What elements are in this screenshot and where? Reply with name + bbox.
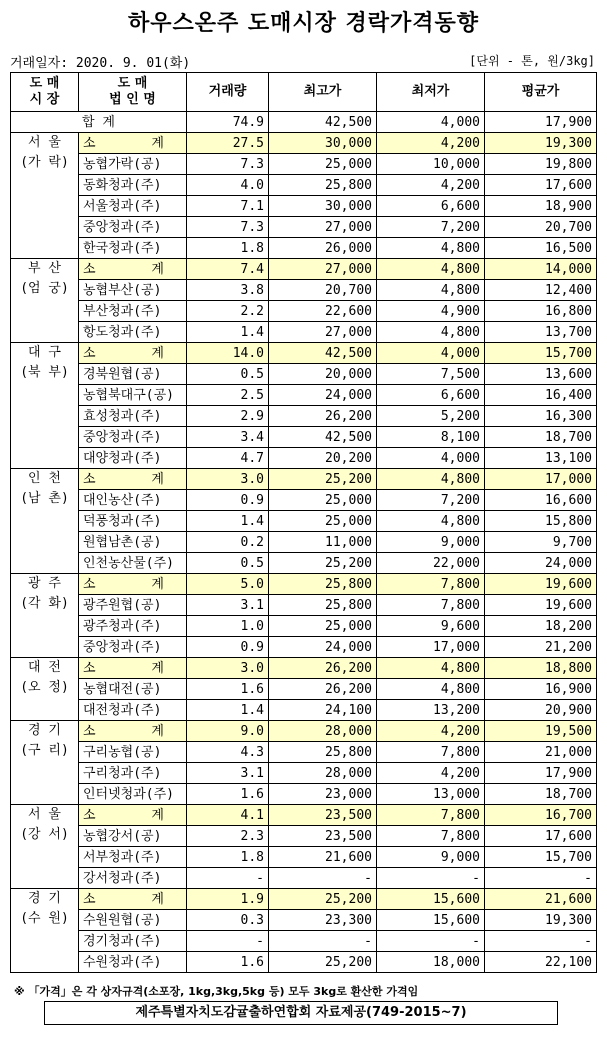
max-price: 24,000 <box>269 637 377 658</box>
table-row <box>11 910 597 931</box>
corp-name: 경기청과(주) <box>79 931 187 952</box>
corp-name: 중앙청과(주) <box>79 637 187 658</box>
min-price: 10,000 <box>377 154 485 175</box>
volume: 3.4 <box>187 427 269 448</box>
min-price: 15,600 <box>377 910 485 931</box>
total-min: 4,000 <box>377 112 485 133</box>
table-row <box>11 511 597 532</box>
table-row <box>11 868 597 889</box>
volume: 9.0 <box>187 721 269 742</box>
min-price: 13,200 <box>377 700 485 721</box>
volume: 1.0 <box>187 616 269 637</box>
avg-price: 20,700 <box>485 217 597 238</box>
corp-name: 인터넷청과(주) <box>79 784 187 805</box>
corp-name: 경북원협(공) <box>79 364 187 385</box>
max-price: 30,000 <box>269 133 377 154</box>
min-price: - <box>377 868 485 889</box>
table-row <box>11 700 597 721</box>
max-price: 23,000 <box>269 784 377 805</box>
min-price: 7,800 <box>377 574 485 595</box>
market-name: 서 울 (강 서) <box>11 805 79 889</box>
max-price: 21,600 <box>269 847 377 868</box>
corp-name: 광주청과(주) <box>79 616 187 637</box>
avg-price: 18,800 <box>485 658 597 679</box>
volume: 27.5 <box>187 133 269 154</box>
max-price: - <box>269 868 377 889</box>
min-price: 13,000 <box>377 784 485 805</box>
avg-price: 15,700 <box>485 343 597 364</box>
table-row <box>11 427 597 448</box>
avg-price: 9,700 <box>485 532 597 553</box>
subtotal-row <box>11 805 597 826</box>
header-corp: 도 매 법 인 명 <box>79 73 187 112</box>
volume: 1.6 <box>187 952 269 973</box>
min-price: 7,200 <box>377 490 485 511</box>
table-row <box>11 301 597 322</box>
volume: - <box>187 931 269 952</box>
min-price: 4,800 <box>377 259 485 280</box>
table-row <box>11 154 597 175</box>
volume: 3.1 <box>187 595 269 616</box>
min-price: 9,000 <box>377 847 485 868</box>
total-label: 합 계 <box>11 112 187 133</box>
market-name: 경 기 (수 원) <box>11 889 79 973</box>
corp-name: 광주원협(공) <box>79 595 187 616</box>
min-price: 4,800 <box>377 658 485 679</box>
max-price: 27,000 <box>269 322 377 343</box>
min-price: 4,800 <box>377 511 485 532</box>
avg-price: 16,300 <box>485 406 597 427</box>
corp-name: 소 계 <box>79 469 187 490</box>
max-price: - <box>269 931 377 952</box>
volume: 1.4 <box>187 511 269 532</box>
table-row <box>11 595 597 616</box>
volume: 1.8 <box>187 238 269 259</box>
table-row <box>11 385 597 406</box>
avg-price: 16,700 <box>485 805 597 826</box>
corp-name: 한국청과(주) <box>79 238 187 259</box>
min-price: 6,600 <box>377 196 485 217</box>
corp-name: 서울청과(주) <box>79 196 187 217</box>
max-price: 27,000 <box>269 259 377 280</box>
avg-price: 17,600 <box>485 175 597 196</box>
min-price: 8,100 <box>377 427 485 448</box>
min-price: 4,800 <box>377 238 485 259</box>
avg-price: 17,600 <box>485 826 597 847</box>
volume: 14.0 <box>187 343 269 364</box>
header-avg: 평균가 <box>485 73 597 112</box>
avg-price: - <box>485 868 597 889</box>
table-row <box>11 679 597 700</box>
avg-price: 18,900 <box>485 196 597 217</box>
corp-name: 서부청과(주) <box>79 847 187 868</box>
avg-price: 16,600 <box>485 490 597 511</box>
min-price: 4,800 <box>377 280 485 301</box>
avg-price: 18,700 <box>485 427 597 448</box>
avg-price: 19,600 <box>485 574 597 595</box>
max-price: 25,000 <box>269 490 377 511</box>
corp-name: 소 계 <box>79 889 187 910</box>
corp-name: 농협강서(공) <box>79 826 187 847</box>
max-price: 25,800 <box>269 595 377 616</box>
table-row <box>11 784 597 805</box>
corp-name: 구리청과(주) <box>79 763 187 784</box>
market-name: 경 기 (구 리) <box>11 721 79 805</box>
avg-price: 20,900 <box>485 700 597 721</box>
subtotal-row <box>11 133 597 154</box>
avg-price: 21,200 <box>485 637 597 658</box>
volume: 2.2 <box>187 301 269 322</box>
max-price: 23,500 <box>269 805 377 826</box>
volume: 1.4 <box>187 322 269 343</box>
max-price: 23,500 <box>269 826 377 847</box>
avg-price: 13,600 <box>485 364 597 385</box>
volume: 2.9 <box>187 406 269 427</box>
table-row <box>11 847 597 868</box>
min-price: - <box>377 931 485 952</box>
corp-name: 소 계 <box>79 721 187 742</box>
corp-name: 대인농산(주) <box>79 490 187 511</box>
avg-price: 15,800 <box>485 511 597 532</box>
volume: 1.4 <box>187 700 269 721</box>
volume: 0.9 <box>187 490 269 511</box>
corp-name: 소 계 <box>79 805 187 826</box>
table-row <box>11 217 597 238</box>
total-volume: 74.9 <box>187 112 269 133</box>
page-title: 하우스온주 도매시장 경락가격동향 <box>127 11 480 36</box>
volume: 2.5 <box>187 385 269 406</box>
corp-name: 대전청과(주) <box>79 700 187 721</box>
subtotal-row <box>11 721 597 742</box>
min-price: 7,500 <box>377 364 485 385</box>
subtotal-row <box>11 574 597 595</box>
min-price: 22,000 <box>377 553 485 574</box>
avg-price: 17,900 <box>485 763 597 784</box>
volume: 0.3 <box>187 910 269 931</box>
table-row <box>11 763 597 784</box>
volume: 2.3 <box>187 826 269 847</box>
header-row <box>11 73 597 112</box>
volume: 7.3 <box>187 154 269 175</box>
avg-price: 12,400 <box>485 280 597 301</box>
unit-label: [단위 - 톤, 원/3kg] <box>469 54 595 68</box>
max-price: 25,000 <box>269 511 377 532</box>
table-row <box>11 553 597 574</box>
max-price: 28,000 <box>269 721 377 742</box>
header-min: 최저가 <box>377 73 485 112</box>
volume: 4.3 <box>187 742 269 763</box>
volume: 3.0 <box>187 469 269 490</box>
corp-name: 소 계 <box>79 133 187 154</box>
table-row <box>11 238 597 259</box>
max-price: 42,500 <box>269 343 377 364</box>
avg-price: 21,000 <box>485 742 597 763</box>
avg-price: 16,900 <box>485 679 597 700</box>
volume: 3.8 <box>187 280 269 301</box>
min-price: 4,800 <box>377 679 485 700</box>
min-price: 4,200 <box>377 763 485 784</box>
volume: 1.8 <box>187 847 269 868</box>
min-price: 5,200 <box>377 406 485 427</box>
max-price: 26,200 <box>269 406 377 427</box>
max-price: 20,000 <box>269 364 377 385</box>
table-row <box>11 322 597 343</box>
corp-name: 소 계 <box>79 574 187 595</box>
corp-name: 동화청과(주) <box>79 175 187 196</box>
market-name: 대 전 (오 정) <box>11 658 79 721</box>
corp-name: 효성청과(주) <box>79 406 187 427</box>
max-price: 42,500 <box>269 427 377 448</box>
corp-name: 농협가락(공) <box>79 154 187 175</box>
volume: 4.0 <box>187 175 269 196</box>
table-row <box>11 280 597 301</box>
corp-name: 농협북대구(공) <box>79 385 187 406</box>
max-price: 11,000 <box>269 532 377 553</box>
max-price: 26,200 <box>269 658 377 679</box>
max-price: 22,600 <box>269 301 377 322</box>
market-name: 부 산 (엄 궁) <box>11 259 79 343</box>
volume: 0.9 <box>187 637 269 658</box>
max-price: 30,000 <box>269 196 377 217</box>
min-price: 6,600 <box>377 385 485 406</box>
volume: 4.1 <box>187 805 269 826</box>
subtotal-row <box>11 889 597 910</box>
market-name: 광 주 (각 화) <box>11 574 79 658</box>
volume: 1.9 <box>187 889 269 910</box>
avg-price: 17,000 <box>485 469 597 490</box>
corp-name: 농협부산(공) <box>79 280 187 301</box>
max-price: 25,800 <box>269 175 377 196</box>
header-max: 최고가 <box>269 73 377 112</box>
header-market: 도 매 시 장 <box>11 73 79 112</box>
avg-price: 19,800 <box>485 154 597 175</box>
table-row <box>11 490 597 511</box>
max-price: 25,200 <box>269 889 377 910</box>
avg-price: 13,100 <box>485 448 597 469</box>
volume: - <box>187 868 269 889</box>
avg-price: 15,700 <box>485 847 597 868</box>
source-footer: 제주특별자치도감귤출하연합회 자료제공(749-2015~7) <box>44 1001 558 1025</box>
volume: 7.3 <box>187 217 269 238</box>
market-name: 인 천 (남 촌) <box>11 469 79 574</box>
avg-price: 13,700 <box>485 322 597 343</box>
avg-price: 19,300 <box>485 133 597 154</box>
min-price: 7,800 <box>377 826 485 847</box>
min-price: 4,000 <box>377 343 485 364</box>
min-price: 17,000 <box>377 637 485 658</box>
table-row <box>11 406 597 427</box>
volume: 1.6 <box>187 679 269 700</box>
subtotal-row <box>11 469 597 490</box>
table-row <box>11 532 597 553</box>
total-avg: 17,900 <box>485 112 597 133</box>
max-price: 26,200 <box>269 679 377 700</box>
corp-name: 원협남촌(공) <box>79 532 187 553</box>
min-price: 4,000 <box>377 448 485 469</box>
volume: 0.5 <box>187 364 269 385</box>
table-row <box>11 931 597 952</box>
volume: 3.0 <box>187 658 269 679</box>
corp-name: 수원원협(공) <box>79 910 187 931</box>
min-price: 4,800 <box>377 469 485 490</box>
min-price: 7,200 <box>377 217 485 238</box>
total-row <box>11 112 597 133</box>
max-price: 25,000 <box>269 154 377 175</box>
corp-name: 부산청과(주) <box>79 301 187 322</box>
avg-price: 19,600 <box>485 595 597 616</box>
subtotal-row <box>11 259 597 280</box>
max-price: 25,800 <box>269 574 377 595</box>
corp-name: 소 계 <box>79 343 187 364</box>
table-row <box>11 196 597 217</box>
avg-price: 18,200 <box>485 616 597 637</box>
volume: 7.4 <box>187 259 269 280</box>
max-price: 20,700 <box>269 280 377 301</box>
avg-price: 24,000 <box>485 553 597 574</box>
table-row <box>11 637 597 658</box>
min-price: 4,900 <box>377 301 485 322</box>
min-price: 9,000 <box>377 532 485 553</box>
corp-name: 중앙청과(주) <box>79 217 187 238</box>
price-table <box>10 72 597 973</box>
min-price: 4,200 <box>377 721 485 742</box>
min-price: 4,200 <box>377 175 485 196</box>
corp-name: 수원청과(주) <box>79 952 187 973</box>
volume: 4.7 <box>187 448 269 469</box>
corp-name: 중앙청과(주) <box>79 427 187 448</box>
subtotal-row <box>11 658 597 679</box>
min-price: 4,200 <box>377 133 485 154</box>
avg-price: 19,300 <box>485 910 597 931</box>
trade-date: 거래일자: 2020. 9. 01(화) <box>10 56 191 71</box>
min-price: 9,600 <box>377 616 485 637</box>
corp-name: 농협대전(공) <box>79 679 187 700</box>
corp-name: 항도청과(주) <box>79 322 187 343</box>
avg-price: 22,100 <box>485 952 597 973</box>
table-row <box>11 364 597 385</box>
subtotal-row <box>11 343 597 364</box>
avg-price: 16,500 <box>485 238 597 259</box>
table-row <box>11 742 597 763</box>
volume: 1.6 <box>187 784 269 805</box>
volume: 3.1 <box>187 763 269 784</box>
corp-name: 소 계 <box>79 658 187 679</box>
max-price: 20,200 <box>269 448 377 469</box>
total-max: 42,500 <box>269 112 377 133</box>
volume: 7.1 <box>187 196 269 217</box>
max-price: 24,000 <box>269 385 377 406</box>
max-price: 24,100 <box>269 700 377 721</box>
corp-name: 대양청과(주) <box>79 448 187 469</box>
volume: 0.5 <box>187 553 269 574</box>
corp-name: 강서청과(주) <box>79 868 187 889</box>
table-row <box>11 826 597 847</box>
max-price: 25,200 <box>269 553 377 574</box>
max-price: 25,800 <box>269 742 377 763</box>
table-row <box>11 175 597 196</box>
corp-name: 덕풍청과(주) <box>79 511 187 532</box>
min-price: 15,600 <box>377 889 485 910</box>
corp-name: 소 계 <box>79 259 187 280</box>
avg-price: 16,800 <box>485 301 597 322</box>
table-row <box>11 448 597 469</box>
max-price: 26,000 <box>269 238 377 259</box>
volume: 0.2 <box>187 532 269 553</box>
min-price: 7,800 <box>377 805 485 826</box>
max-price: 25,000 <box>269 616 377 637</box>
price-note: ※ 「가격」은 각 상자규격(소포장, 1kg,3kg,5kg 등) 모두 3kg로 환산한 가격임 <box>14 985 419 998</box>
avg-price: 14,000 <box>485 259 597 280</box>
max-price: 25,200 <box>269 952 377 973</box>
min-price: 7,800 <box>377 742 485 763</box>
avg-price: 18,700 <box>485 784 597 805</box>
market-name: 대 구 (북 부) <box>11 343 79 469</box>
max-price: 28,000 <box>269 763 377 784</box>
max-price: 23,300 <box>269 910 377 931</box>
avg-price: - <box>485 931 597 952</box>
corp-name: 인천농산물(주) <box>79 553 187 574</box>
table-row <box>11 616 597 637</box>
min-price: 4,800 <box>377 322 485 343</box>
max-price: 25,200 <box>269 469 377 490</box>
min-price: 7,800 <box>377 595 485 616</box>
avg-price: 16,400 <box>485 385 597 406</box>
avg-price: 21,600 <box>485 889 597 910</box>
avg-price: 19,500 <box>485 721 597 742</box>
corp-name: 구리농협(공) <box>79 742 187 763</box>
header-volume: 거래량 <box>187 73 269 112</box>
table-row <box>11 952 597 973</box>
volume: 5.0 <box>187 574 269 595</box>
min-price: 18,000 <box>377 952 485 973</box>
market-name: 서 울 (가 락) <box>11 133 79 259</box>
max-price: 27,000 <box>269 217 377 238</box>
